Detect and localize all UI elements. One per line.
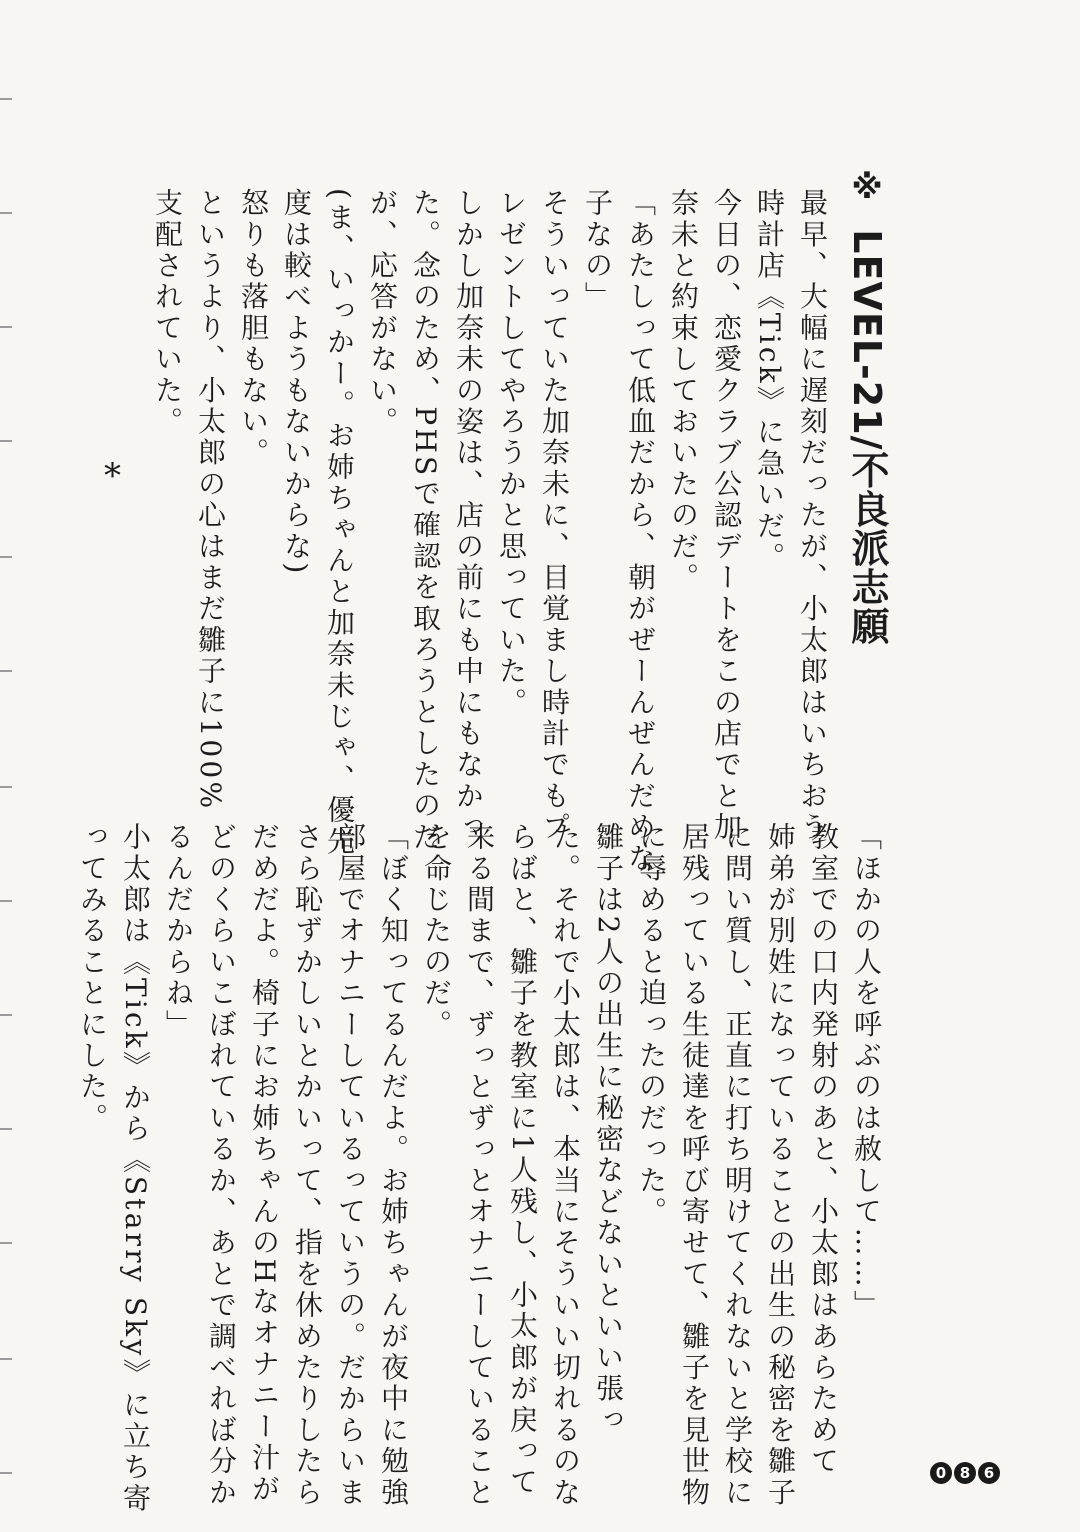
text-line: に問い質し、正直に打ち明けてくれないと学校に	[721, 822, 754, 1509]
text-line: た。それで小太郎は、本当にそういい切れるのな	[549, 822, 582, 1509]
margin-tick	[0, 786, 12, 788]
page-digit: 6	[978, 1462, 1000, 1484]
text-line: を命じたのだ。	[420, 822, 453, 1041]
text-line: た。念のため、PHSで確認を取ろうとしたのだ	[409, 188, 442, 853]
text-line: 「あたしって低血だから、朝がぜーんぜんだめな	[624, 188, 657, 875]
text-line: (ま、いっかー。お姉ちゃんと加奈未じゃ、優先	[323, 188, 356, 858]
top-text-block	[146, 188, 834, 875]
text-line: 「ほかの人を呼ぶのは赦して……」	[850, 822, 883, 1322]
margin-tick	[0, 1128, 12, 1130]
page-digit: 0	[930, 1462, 952, 1484]
text-line: 「ぼく知ってるんだよ。お姉ちゃんが夜中に勉強	[377, 822, 410, 1509]
margin-tick	[0, 440, 12, 442]
text-line: というより、小太郎の心はまだ雛子に100%	[194, 188, 227, 812]
text-line: だめだよ。椅子にお姉ちゃんのHなオナニー汁が	[248, 822, 281, 1505]
text-line: 度は較べようもないからな)	[280, 188, 313, 577]
text-line: しかし加奈未の姿は、店の前にも中にもなかっ	[452, 188, 485, 844]
margin-tick	[0, 1358, 12, 1360]
text-line: 教室での口内発射のあと、小太郎はあらためて	[807, 822, 840, 1478]
margin-tick	[0, 1242, 12, 1244]
text-line: 来る間まで、ずっとずっとオナニーしていること	[463, 822, 496, 1509]
bottom-text-block	[71, 822, 888, 1522]
text-line: に辱めると迫ったのだった。	[635, 822, 668, 1228]
page-digit: 8	[954, 1462, 976, 1484]
text-line: 最早、大幅に遅刻だったが、小太郎はいちおう	[796, 188, 829, 844]
asterisk-mark-icon: ※	[848, 168, 886, 207]
text-line: 今日の、恋愛クラブ公認デートをこの店でと加	[710, 188, 743, 844]
margin-tick	[0, 900, 12, 902]
text-line: 小太郎は《Tick》から《Starry Sky》に立ち寄	[119, 822, 152, 1515]
page-number	[930, 1462, 1000, 1484]
text-line: が、応答がない。	[366, 188, 399, 438]
text-line: レゼントしてやろうかと思っていた。	[495, 188, 528, 719]
text-line: 部屋でオナニーしているっていうの。だからいま	[334, 822, 367, 1509]
margin-tick	[0, 1014, 12, 1016]
text-line: さら恥ずかしいとかいって、指を休めたりしたら	[291, 822, 324, 1509]
text-line: どのくらいこぼれているか、あとで調べれば分か	[205, 822, 238, 1509]
text-line: 居残っている生徒達を呼び寄せて、雛子を見世物	[678, 822, 711, 1509]
margin-tick	[0, 212, 12, 214]
text-line: 奈未と約束しておいたのだ。	[667, 188, 700, 594]
margin-tick	[0, 326, 12, 328]
margin-tick	[0, 556, 12, 558]
text-line: 子なの」	[581, 188, 614, 313]
text-line: 支配されていた。	[151, 188, 184, 438]
text-line: 時計店《Tick》に急いだ。	[753, 188, 786, 574]
text-line: 雛子は2人の出生に秘密などないといい張っ	[592, 822, 625, 1436]
text-line: 姉弟が別姓になっていることの出生の秘密を雛子	[764, 822, 797, 1509]
text-line: ってみることにした。	[76, 822, 109, 1134]
margin-tick	[0, 1472, 12, 1474]
section-break-asterisk: *	[104, 456, 121, 496]
text-line: そういっていた加奈未に、目覚まし時計でもプ	[538, 188, 571, 844]
chapter-title: LEVEL-21/不良派志願	[845, 229, 889, 646]
text-line: 怒りも落胆もない。	[237, 188, 270, 469]
text-line: るんだからね」	[162, 822, 195, 1041]
margin-tick	[0, 98, 12, 100]
margin-tick	[0, 670, 12, 672]
text-line: らばと、雛子を教室に1人残し、小太郎が戻って	[506, 822, 539, 1499]
